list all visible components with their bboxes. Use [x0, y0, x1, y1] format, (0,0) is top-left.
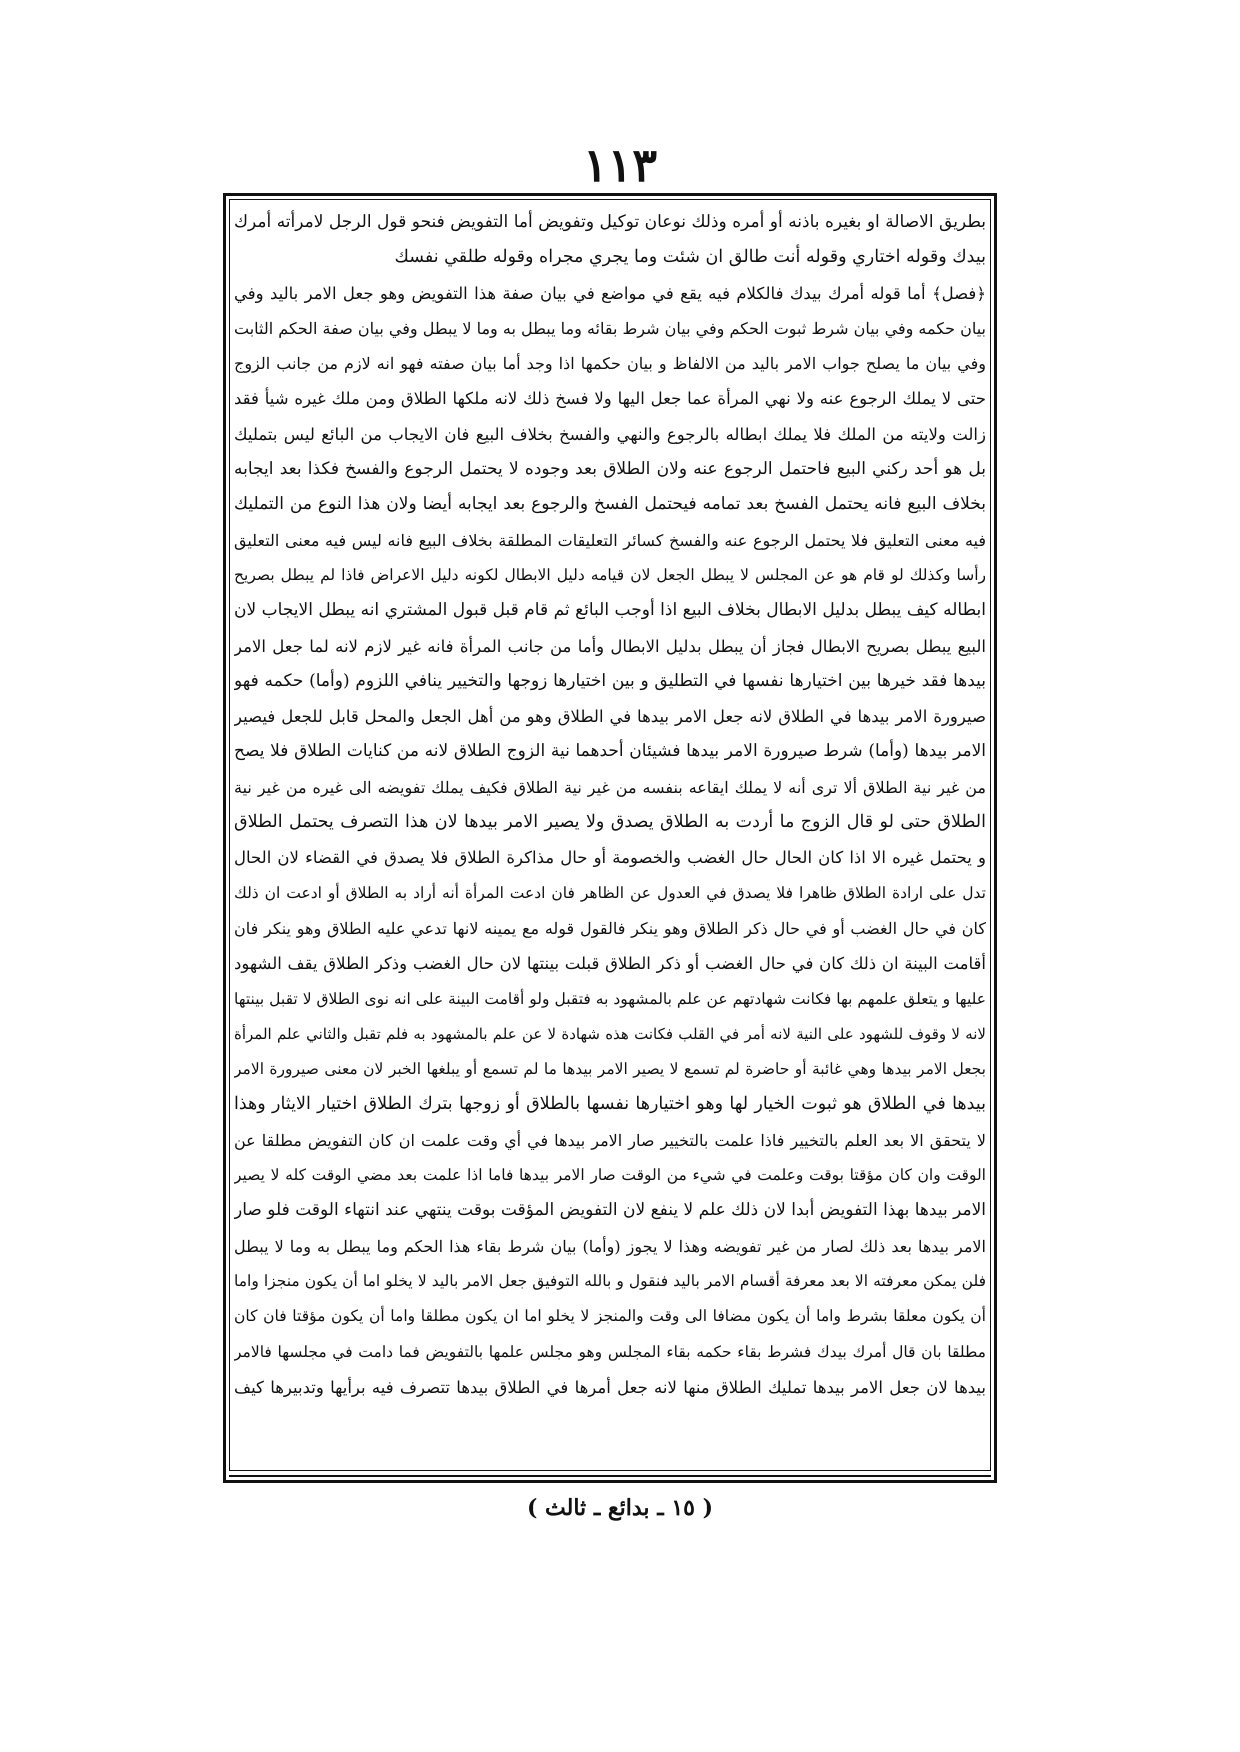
text-line: تدل على ارادة الطلاق ظاهرا فلا يصدق في العدول عن الظاهر فان ادعت المرأة أنه أراد به الطلاق أو ادعت ان ذلك: [234, 883, 986, 902]
text-line: بيدها فقد خيرها بين اختيارها نفسها في التطليق و بين اختيارها زوجها والتخيير ينافي اللزوم (وأما) حكمه فهو: [234, 670, 986, 691]
text-line: بيان حكمه وفي بيان شرط ثبوت الحكم وفي بيان شرط بقائه وما يبطل به وما لا يبطل وفي بيان صفة الحكم الثابت: [234, 318, 986, 338]
text-line: الوقت وان كان مؤقتا بوقت وعلمت في شيء من الوقت صار الامر بيدها فاما اذا علمت بعد مضي الوقت كله لا يصير: [234, 1166, 986, 1185]
text-line: حتى لا يملك الرجوع عنه ولا نهي المرأة عما جعل اليها ولا فسخ ذلك لانه ملكها الطلاق ومن ملك غيره شيأ فقد: [234, 389, 986, 409]
text-line: بجعل الامر بيدها وهي غائبة أو حاضرة لم تسمع لا يصير الامر بيدها ما لم تسمع أو يبلغها الخبر لان معنى صيرورة الامر: [234, 1060, 986, 1079]
text-line: ابطاله كيف يبطل بدليل الابطال بخلاف البيع اذا أوجب البائع ثم قام قبل قبول المشتري انه يبطل الايجاب لان: [234, 600, 986, 621]
footer-signature: ( ١٥ ـ بدائع ـ ثالث ): [526, 1495, 714, 1521]
text-line: بيدها لان جعل الامر بيدها تمليك الطلاق منها لانه جعل أمرها في الطلاق بيدها تتصرف فيه برأيها وتدبيرها كيف: [234, 1377, 986, 1397]
text-line: زالت ولايته من الملك فلا يملك ابطاله بالرجوع والنهي والفسخ بخلاف البيع فان الايجاب من البائع ليس بتمليك: [234, 424, 986, 444]
text-line: بل هو أحد ركني البيع فاحتمل الرجوع عنه ولان الطلاق بعد وجوده لا يحتمل الرجوع والفسخ فكذا بعد ايجابه: [234, 459, 986, 480]
text-line: و يحتمل غيره الا اذا كان الحال حال الغضب والخصومة أو حال مذاكرة الطلاق فلا يصدق في القضاء لان الحال: [234, 848, 986, 868]
text-line: فلن يمكن معرفته الا بعد معرفة أقسام الامر باليد فنقول و بالله التوفيق جعل الامر باليد لا يخلو اما أن يكون منجزا واما: [234, 1271, 986, 1290]
text-line: الطلاق حتى لو قال الزوج ما أردت به الطلاق يصدق ولا يصير الامر بيدها لان هذا التصرف يحتمل الطلاق: [234, 812, 986, 833]
bottom-rule: [229, 1475, 991, 1477]
text-line: كان في حال الغضب أو في حال ذكر الطلاق وهو ينكر فالقول قوله مع يمينه لانها تدعي عليه الطلاق وهو ينكر فان: [234, 918, 986, 938]
text-line: الامر بيدها (وأما) شرط صيرورة الامر بيدها فشيئان أحدهما نية الزوج الطلاق لانه من كنايات الطلاق فلا يصح: [234, 741, 986, 762]
text-line: صيرورة الامر بيدها في الطلاق لانه جعل الامر بيدها في الطلاق وهو من أهل الجعل والمحل قابل للجعل فيصير: [234, 707, 986, 727]
text-line: ﴿فصل﴾ أما قوله أمرك بيدك فالكلام فيه يقع في مواضع في بيان صفة هذا التفويض وهو جعل الامر باليد وفي: [234, 283, 986, 303]
text-line: بخلاف البيع فانه يحتمل الفسخ بعد تمامه فيحتمل الفسخ والرجوع بعد ايجابه أيضا ولان هذا النوع من التمليك: [234, 494, 986, 515]
page-number: ١١٣: [582, 138, 658, 192]
text-line: البيع يبطل بصريح الابطال فجاز أن يبطل بدليل الابطال وأما من جانب المرأة فانه غير لازم لانه لما جعل الامر: [234, 636, 986, 656]
main-text: [234, 205, 986, 1469]
text-line: أن يكون معلقا بشرط واما أن يكون مضافا الى وقت والمنجز لا يخلو اما ان يكون مطلقا واما أن يكون مؤقتا فان كان: [234, 1307, 986, 1326]
text-line: لا يتحقق الا بعد العلم بالتخيير فاذا علمت بالتخيير صار الامر بيدها في أي وقت علمت ان كان التفويض مطلقا عن: [234, 1130, 986, 1150]
text-line: لانه لا وقوف للشهود على النية لانه أمر في القلب فكانت هذه شهادة لا عن علم بالمشهود به فلم تقبل والثاني علم المرأة: [234, 1024, 986, 1043]
text-line: الامر بيدها بهذا التفويض أبدا لان ذلك علم لا ينفع لان التفويض المؤقت بوقت ينتهي عند انتهاء الوقت فلو صار: [234, 1200, 986, 1221]
text-line: فيه معنى التعليق فلا يحتمل الرجوع عنه والفسخ كسائر التعليقات المطلقة بخلاف البيع فانه ليس فيه معنى التعليق: [234, 530, 986, 550]
text-line: الامر بيدها بعد ذلك لصار من غير تفويضه وهذا لا يجوز (وأما) بيان شرط بقاء هذا الحكم وما يبطل به وما لا يبطل: [234, 1236, 986, 1256]
text-line: من غير نية الطلاق ألا ترى أنه لا يملك ايقاعه بنفسه من غير نية الطلاق فكيف يملك تفويضه الى غيره من غير نية: [234, 777, 986, 797]
text-line: بطريق الاصالة او بغيره باذنه أو أمره وذلك نوعان توكيل وتفويض أما التفويض فنحو قول الرجل لامرأته أمرك: [234, 212, 986, 232]
text-line: عليها و يتعلق علمهم بها فكانت شهادتهم عن علم بالمشهود به فتقبل ولو أقامت البينة على انه نوى الطلاق لا تقبل بينتها: [234, 989, 986, 1008]
text-line: وفي بيان ما يصلح جواب الامر باليد من الالفاظ و بيان حكمها اذا وجد أما بيان صفته فهو انه لازم من جانب الزوج: [234, 354, 986, 374]
text-line: أقامت البينة ان ذلك كان في حال الغضب أو ذكر الطلاق قبلت بينتها لان حال الغضب وذكر الطلاق يقف الشهود: [234, 954, 986, 974]
text-line: مطلقا بان قال أمرك بيدك فشرط بقاء حكمه بقاء المجلس وهو مجلس علمها بالتفويض فما دامت في مجلسها فالامر: [234, 1342, 986, 1361]
text-line: بيدك وقوله اختاري وقوله أنت طالق ان شئت وما يجري مجراه وقوله طلقي نفسك: [394, 247, 986, 268]
text-line: رأسا وكذلك لو قام هو عن المجلس لا يبطل الجعل لان قيامه دليل الابطال لكونه دليل الاعراض فاذا لم يبطل بصريح: [234, 565, 986, 584]
text-line: بيدها في الطلاق هو ثبوت الخيار لها وهو اختيارها نفسها بالطلاق أو زوجها بترك الطلاق اختيار الايثار وهذا: [234, 1094, 986, 1115]
